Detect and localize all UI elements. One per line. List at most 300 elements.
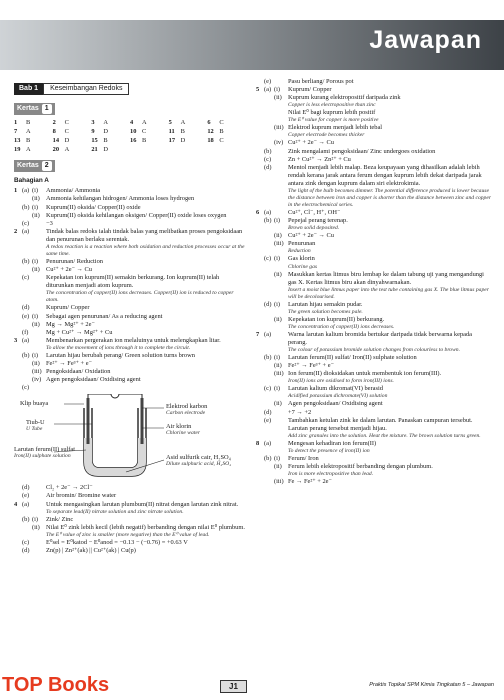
answer-text: Pasu berliang/ Porous pot (288, 78, 354, 85)
part-label: (e) (264, 416, 272, 424)
subpart-label: (iii) (32, 368, 42, 376)
answer-text: Ammonia/ Ammonia (46, 187, 101, 195)
part-label: (b) (264, 454, 272, 462)
answer-row (256, 287, 492, 301)
part-label: (c) (264, 255, 272, 263)
answer-text: Tambahkan ketulan zink ke dalam larutan. Panaskan campuran tersebut. Larutan perang tersebut menjadi hijau. (288, 416, 473, 432)
subpart-label (32, 509, 46, 516)
answer-row (256, 354, 492, 362)
subpart-label (32, 492, 46, 500)
answer-translation: Copper electrode becomes thicker (288, 132, 365, 139)
answer-translation: The colour of potassium bromide solution changes from colourless to brown. (288, 347, 461, 354)
answer-text: Cu²⁺ + 2e⁻ → Cu (288, 139, 334, 147)
question-number (256, 409, 264, 417)
mcq-item (91, 127, 130, 136)
subpart-label (274, 188, 288, 209)
part-label (264, 94, 274, 102)
subpart-label (274, 248, 288, 255)
question-number (14, 352, 22, 360)
answer-text: Ammonia kehilangan hidrogen/ Ammonia loses hydrogen (46, 195, 195, 203)
question-number (256, 378, 264, 385)
answer-row (14, 204, 246, 212)
question-number (256, 471, 264, 478)
answer-row (256, 331, 492, 347)
chapter-heading (14, 83, 246, 95)
question-number (256, 347, 264, 354)
subpart-label: (ii) (32, 211, 40, 219)
mcq-item (130, 118, 169, 127)
subpart-label: (iii) (274, 124, 284, 132)
answer-row (256, 117, 492, 124)
subpart-label (274, 287, 288, 301)
answer-translation: Reduction (288, 248, 311, 255)
question-number (14, 376, 22, 384)
subpart-label: (ii) (274, 94, 282, 102)
answer-row (256, 148, 492, 156)
subpart-label: (iii) (274, 478, 284, 486)
question-number (14, 266, 22, 274)
question-number (256, 455, 264, 463)
answer-row (14, 360, 246, 368)
answer-text: Gas klorin (288, 255, 315, 263)
question-number (256, 463, 264, 471)
part-label (264, 287, 274, 301)
answer-text: Agen pengoksidaan/ Oxidising agent (288, 400, 383, 408)
subpart-label (32, 244, 46, 258)
subpart-label: (ii) (32, 523, 40, 531)
answer-row (256, 417, 492, 433)
part-label (264, 232, 274, 240)
answer-row (14, 321, 246, 329)
question-number (14, 204, 22, 212)
right-column (256, 78, 492, 486)
part-label: (e) (264, 78, 272, 85)
part-label: (c) (264, 155, 272, 163)
subpart-label (274, 393, 288, 400)
answer-text: Kuprum(II) oksida kehilangan oksigen/ Copper(II) oxide loses oxygen (46, 211, 227, 219)
part-label: (d) (264, 163, 272, 171)
part-label (264, 248, 274, 255)
question-number (14, 532, 22, 539)
part-label: (b) (22, 258, 30, 266)
answer-row (256, 248, 492, 255)
question-number: 1 (14, 187, 18, 195)
mcq-item (130, 136, 169, 145)
question-number (256, 301, 264, 309)
part-label (22, 524, 32, 532)
answer-row (14, 212, 246, 220)
part-label (264, 240, 274, 248)
part-label: (c) (264, 385, 272, 393)
mcq-answer: B (142, 137, 147, 145)
mcq-question-number: 3 (91, 119, 95, 127)
question-number (256, 225, 264, 232)
question-number: 6 (256, 209, 260, 217)
question-number (14, 290, 22, 304)
question-number (256, 448, 264, 455)
answer-row (14, 266, 246, 274)
part-label: (a) (22, 187, 30, 195)
answers-block-2 (14, 484, 246, 555)
answer-row (14, 547, 246, 555)
mcq-item (169, 136, 208, 145)
answer-text: Kuprum/ Copper (46, 304, 90, 312)
answer-text: +7 → +2 (288, 408, 312, 416)
answer-text: Larutan hijau berubah perang/ Green solution turns brown (46, 351, 195, 359)
question-number (256, 102, 264, 109)
subpart-label: (iii) (274, 370, 284, 378)
question-number (14, 484, 22, 492)
answer-text: Mentol menjadi lebih malap. Beza keupayaan yang dihasilkan adalah lebih rendah kerana jarak antara ferum dengan kuprum lebih dekat daripada jarak antara zink dengan kuprum dalam siri elektrokimia. (288, 163, 482, 187)
subpart-label (274, 440, 288, 448)
subpart-label: (ii) (32, 320, 40, 328)
answer-text: Ferum/ Iron (288, 454, 319, 462)
answer-row (256, 139, 492, 147)
answer-text: Kuprum(II) oksida/ Copper(II) oxide (46, 203, 141, 211)
question-number (256, 370, 264, 378)
answer-text: Ion ferum(II) dioksidakan untuk membentuk ion ferum(III). (288, 370, 442, 378)
mcq-answer: B (103, 137, 108, 145)
answer-translation: The green solution becomes pale. (288, 308, 363, 315)
answer-row (14, 492, 246, 500)
answer-row (14, 228, 246, 244)
part-label: (d) (22, 546, 30, 554)
answer-translation: Copper is less electropositive than zinc (288, 102, 376, 109)
answer-row (256, 455, 492, 463)
part-label (264, 362, 274, 370)
mcq-item (91, 136, 130, 145)
part-label (22, 244, 32, 258)
part-label: (b) (22, 351, 30, 359)
label-solution: Larutan ferum(II) sulfat (14, 446, 76, 454)
subpart-label (274, 324, 288, 331)
question-number (256, 109, 264, 117)
part-label: (e) (22, 312, 30, 320)
mcq-question-number: 20 (52, 146, 60, 154)
answer-row (256, 102, 492, 109)
mcq-item (14, 127, 53, 136)
question-number (256, 255, 264, 263)
answer-row (256, 400, 492, 408)
answer-text: Elektrod kuprum menjadi lebih tebal (288, 124, 383, 132)
subpart-label: (i) (32, 312, 39, 320)
publisher-logo: TOP Books (2, 674, 110, 696)
answer-row (256, 86, 492, 94)
answer-translation: To allow the movement of ions through it to complete the circuit. (46, 344, 191, 351)
answer-text: Zn(p) | Zn²⁺(ak) || Cu²⁺(ak) | Cu(p) (46, 546, 136, 554)
mcq-item (53, 136, 92, 145)
answer-translation: To separate lead(II) nitrate solution and zinc nitrate solution. (46, 508, 184, 515)
label-chlorine-en: Chlorine water (166, 430, 201, 437)
subpart-label (32, 539, 46, 547)
mcq-item (169, 118, 208, 127)
question-number (256, 417, 264, 433)
part-label: (a) (22, 500, 30, 508)
mcq-item (130, 127, 169, 136)
page-number: J1 (220, 680, 247, 693)
subpart-label (274, 78, 288, 86)
subpart-label: (ii) (274, 400, 282, 408)
subpart-label (274, 164, 288, 188)
label-electrode-en: Carbon electrode (166, 410, 206, 417)
answer-text: Pengoksidaan/ Oxidation (46, 368, 111, 376)
mcq-question-number: 14 (52, 137, 60, 145)
question-number (256, 164, 264, 188)
answer-row (14, 329, 246, 337)
question-number (14, 321, 22, 329)
mcq-item (207, 118, 246, 127)
part-label (22, 509, 32, 516)
answer-text: Penurunan (288, 240, 316, 248)
answer-text: Nilai E⁰ zink lebih kecil (lebih negatif) berbanding dengan nilai E⁰ plumbum. (46, 523, 245, 531)
answer-translation: The concentration of copper(II) ions decreases. (288, 323, 395, 330)
part-label: (a) (264, 86, 272, 94)
subpart-label: (iv) (32, 376, 42, 384)
answer-row (256, 156, 492, 164)
mcq-question-number: 16 (130, 137, 137, 145)
part-label (264, 124, 274, 132)
subpart-label: (i) (32, 258, 39, 266)
answer-row (14, 304, 246, 312)
answer-text: Cu²⁺, Cl⁻, H⁺, OH⁻ (288, 209, 341, 217)
part-label: (d) (264, 300, 272, 308)
answer-translation: Iron(II) ions are oxidised to form iron(III) ions. (288, 378, 394, 385)
question-number (14, 524, 22, 532)
question-number: 3 (14, 336, 18, 344)
answer-row (256, 440, 492, 448)
answer-row (256, 448, 492, 455)
question-number (14, 313, 22, 321)
subpart-label: (i) (32, 351, 39, 359)
mcq-question-number: 6 (207, 119, 211, 127)
chapter-title: Keseimbangan Redoks (43, 83, 129, 95)
answer-text: Cl₂ + 2e⁻ → 2Cl⁻ (46, 484, 93, 492)
part-label (264, 433, 274, 440)
subpart-label (32, 337, 46, 345)
mcq-item (14, 118, 53, 127)
part-label (264, 448, 274, 455)
question-number (256, 78, 264, 86)
question-number (14, 195, 22, 203)
subpart-label: (iv) (274, 139, 284, 147)
answer-text: Nilai E⁰ bagi kuprum lebih positif (288, 109, 376, 117)
answer-row (14, 524, 246, 532)
part-label: (e) (22, 492, 30, 500)
part-label: (b) (264, 354, 272, 362)
part-label (22, 532, 32, 539)
answer-text: Mengesan kehadiran ion ferum(II) (288, 439, 377, 447)
part-label (264, 347, 274, 354)
mcq-question-number: 4 (130, 119, 134, 127)
subpart-label (32, 532, 46, 539)
label-utube: Tiub-U (26, 419, 45, 427)
part-label: (c) (22, 538, 30, 546)
subpart-label (32, 274, 46, 290)
answer-row (14, 195, 246, 203)
subpart-label: (ii) (32, 266, 40, 274)
question-number: 4 (14, 500, 18, 508)
question-number (14, 274, 22, 290)
answer-row (14, 244, 246, 258)
label-chlorine: Air klorin (166, 423, 192, 431)
question-number (14, 220, 22, 228)
question-number (256, 217, 264, 225)
answer-text: Pepejal perang terenap. (288, 217, 348, 225)
answer-text: Zink/ Zinc (46, 515, 74, 523)
answer-row (14, 345, 246, 352)
subpart-label (274, 117, 288, 124)
question-number (256, 309, 264, 316)
mcq-question-number: 12 (207, 128, 214, 136)
answer-row (256, 78, 492, 86)
part-label (264, 117, 274, 124)
mcq-item (207, 136, 246, 145)
part-label (22, 376, 32, 384)
mcq-item (91, 118, 130, 127)
mcq-question-number: 21 (91, 146, 98, 154)
part-label (264, 471, 274, 478)
answer-row (256, 316, 492, 324)
answer-row (256, 124, 492, 132)
mcq-question-number: 15 (91, 137, 98, 145)
answer-text: Tindak balas redoks ialah tindak balas yang melibatkan proses pengoksidaan dan penurunan berlaku serentak. (46, 227, 243, 243)
answer-row (14, 516, 246, 524)
question-number (14, 345, 22, 352)
question-number (256, 117, 264, 124)
question-number (256, 393, 264, 400)
part-label: (a) (22, 336, 30, 344)
answer-row (256, 378, 492, 385)
answer-row (256, 471, 492, 478)
answer-text: Agen pengoksidaan/ Oxidising agent (46, 376, 141, 384)
answer-text: Zink mengalami pengoksidaan/ Zinc undergoes oxidation (288, 147, 436, 155)
question-number (256, 124, 264, 132)
part-label: (d) (22, 484, 30, 492)
subpart-label: (iii) (274, 240, 284, 248)
answer-row (14, 484, 246, 492)
subpart-label: (i) (274, 454, 281, 462)
question-number (256, 232, 264, 240)
subpart-label (274, 409, 288, 417)
answer-translation: The concentration of copper(II) ions decreases. Copper(II) ion is reduced to copper atom. (46, 290, 234, 304)
question-number (256, 433, 264, 440)
answer-row (14, 352, 246, 360)
mcq-answer: B (26, 119, 31, 127)
answer-row (14, 290, 246, 304)
question-number (14, 492, 22, 500)
answer-text: Kepekatan ion kuprum(II) semakin berkurang. Ion kuprum(II) telah diturunkan menjadi atom kuprum. (46, 274, 220, 290)
mcq-item (53, 145, 92, 154)
answer-text: Masukkan kertas litmus biru lembap ke dalam tabung uji yang mengandungi gas X. Kertas litmus biru akan dinyahwarnakan. (288, 270, 484, 286)
mcq-answer: A (142, 119, 147, 127)
question-number (256, 316, 264, 324)
part-label (264, 309, 274, 316)
subpart-label: (i) (274, 217, 281, 225)
part-label (264, 132, 274, 139)
question-number (14, 258, 22, 266)
answer-row (256, 232, 492, 240)
question-number (256, 264, 264, 271)
mcq-answer: B (219, 128, 224, 136)
question-number: 2 (14, 227, 18, 235)
question-number (256, 287, 264, 301)
part-label (22, 266, 32, 274)
answer-row (256, 255, 492, 263)
answer-row (256, 433, 492, 440)
answer-text: Larutan hijau semakin pudar. (288, 300, 363, 308)
subpart-label (32, 220, 46, 228)
answer-row (256, 94, 492, 102)
answer-row (256, 362, 492, 370)
answer-translation: Brown solid deposited. (288, 225, 340, 232)
subpart-label (274, 156, 288, 164)
part-label: (c) (22, 274, 30, 282)
part-label (264, 109, 274, 117)
mcq-question-number: 7 (14, 128, 18, 136)
answer-row (256, 324, 492, 331)
mcq-question-number: 11 (168, 128, 175, 136)
part-label (264, 139, 274, 147)
question-number (256, 240, 264, 248)
answer-text: Cu²⁺ + 2e⁻ → Cu (46, 266, 92, 274)
answer-row (256, 188, 492, 209)
subpart-label: (ii) (32, 359, 40, 367)
mcq-answer: A (26, 128, 31, 136)
answer-row (14, 376, 246, 384)
u-tube-diagram (14, 394, 246, 482)
part-label (22, 360, 32, 368)
question-number (256, 362, 264, 370)
question-number (256, 148, 264, 156)
chapter-number: Bab 1 (14, 83, 43, 95)
part-label: (d) (264, 408, 272, 416)
electrolysis-diagram (14, 394, 246, 482)
part-label (264, 188, 274, 209)
subpart-label (274, 102, 288, 109)
answer-text: Larutan kalium dikromat(VI) berasid (288, 385, 383, 393)
answer-row: (c) (22, 384, 30, 392)
answer-translation: Chlorine gas (288, 263, 318, 270)
subpart-label (32, 484, 46, 492)
mcq-item (169, 127, 208, 136)
subpart-label (32, 547, 46, 555)
part-label (264, 378, 274, 385)
mcq-question-number: 10 (130, 128, 137, 136)
question-number (256, 385, 264, 393)
subpart-label: (ii) (32, 195, 40, 203)
part-label (22, 195, 32, 203)
answer-translation: Insert a moist blue litmus paper into the test tube containing gas X. The blue litmus paper will be decolourised. (288, 286, 489, 300)
question-number (14, 212, 22, 220)
part-label (264, 463, 274, 471)
mcq-answer: B (26, 137, 31, 145)
mcq-item (14, 145, 53, 154)
subpart-label (32, 228, 46, 244)
answer-row (256, 225, 492, 232)
answer-text: Mg + Cu²⁺ → Mg²⁺ + Cu (46, 328, 113, 336)
mcq-question-number: 13 (14, 137, 21, 145)
answer-text: Larutan ferum(II) sulfat/ Iron(II) sulphate solution (288, 354, 417, 362)
subpart-label: (i) (274, 354, 281, 362)
subpart-label: (ii) (274, 270, 282, 278)
answer-text: Mg → Mg²⁺ + 2e⁻ (46, 320, 95, 328)
answer-text: Membenarkan pergerakan ion melaluinya untuk melengkapkan litar. (46, 336, 221, 344)
part-label (264, 478, 274, 486)
mcq-answer: D (103, 128, 108, 136)
part-label (264, 102, 274, 109)
subpart-label: (ii) (274, 362, 282, 370)
answer-row (256, 240, 492, 248)
